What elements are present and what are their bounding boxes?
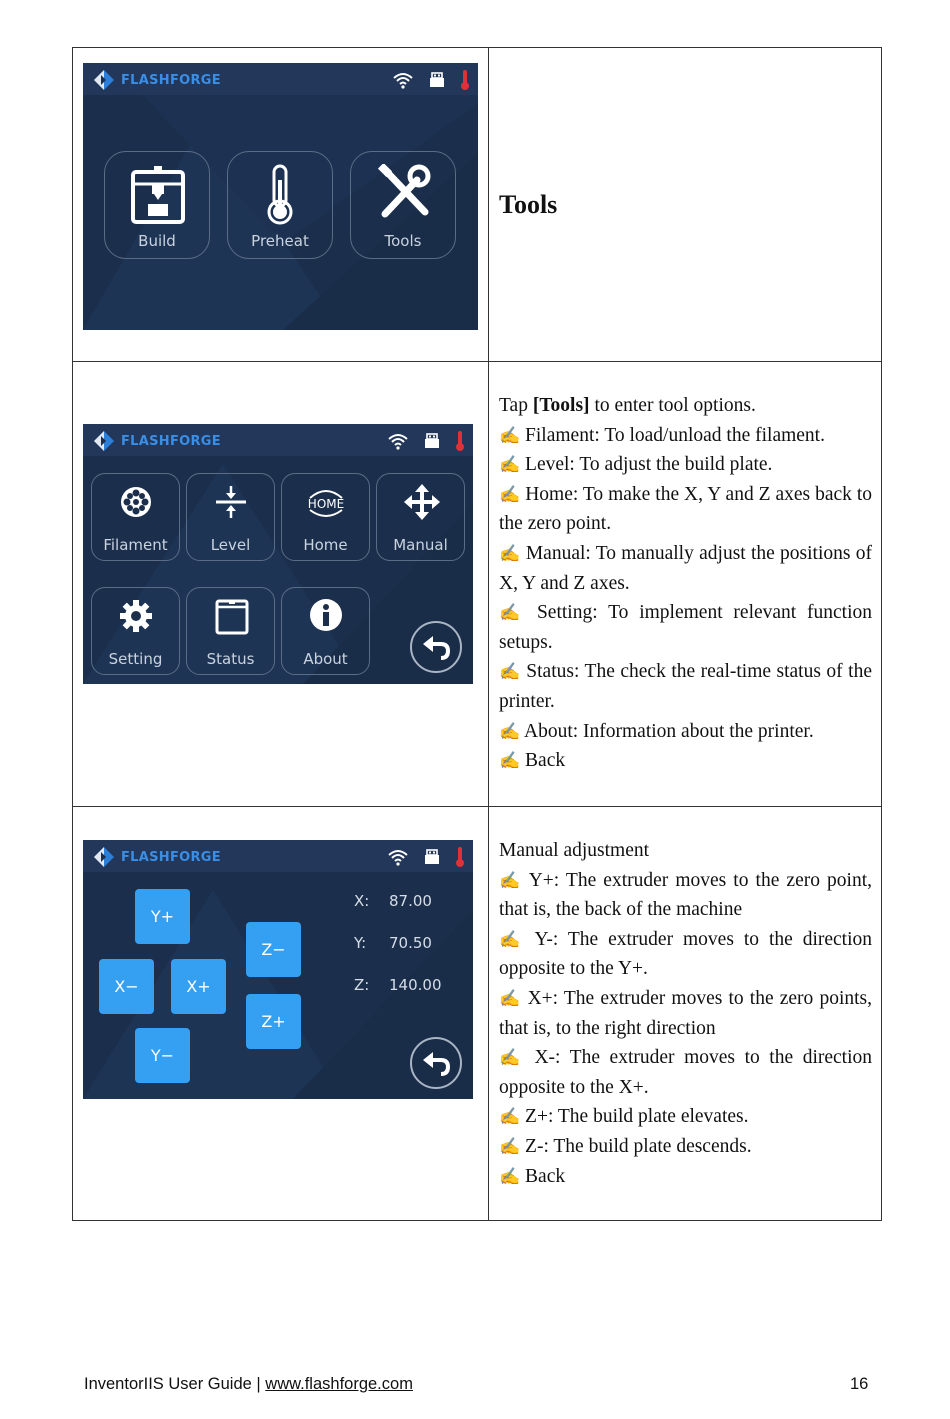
status-button[interactable] [186, 587, 275, 675]
bullet-text: Z+: The build plate elevates. [525, 1106, 749, 1128]
about-label: About [303, 650, 348, 668]
pen-bullet-icon: ✍ [499, 662, 521, 682]
bullet-text: Level: To adjust the build plate. [525, 454, 773, 476]
manual-screen [83, 840, 473, 1099]
manual-intro: Manual adjustment [499, 840, 650, 861]
temperature-icon [460, 69, 470, 91]
status-label: Status [206, 650, 255, 668]
preheat-button[interactable] [227, 151, 333, 259]
flashforge-logo-icon [93, 430, 115, 452]
page-footer [84, 1375, 413, 1394]
level-label: Level [210, 536, 251, 554]
setting-label: Setting [108, 650, 163, 668]
wifi-icon [387, 848, 409, 866]
page-number: 16 [850, 1375, 869, 1393]
column-divider [488, 47, 489, 1221]
pen-bullet-icon: ✍ [499, 484, 521, 504]
intro-text-end: to enter tool options. [589, 395, 756, 416]
level-button[interactable] [186, 473, 275, 561]
status-bar [83, 840, 473, 872]
brand-name: FLASHFORGE [121, 433, 221, 449]
footer-title: InventorIIS User Guide | [84, 1375, 266, 1393]
tools-button[interactable] [350, 151, 456, 259]
home-button[interactable] [281, 473, 370, 561]
status-icons [387, 846, 465, 868]
row-divider [72, 806, 882, 807]
bullet-text: X+: The extruder moves to the zero points, that is, to the right direction [499, 987, 872, 1039]
z-position-value: 140.00 [389, 976, 442, 994]
level-icon [214, 484, 248, 520]
website-link[interactable]: www.flashforge.com [265, 1375, 413, 1393]
flashforge-logo [93, 430, 221, 452]
temperature-icon [455, 430, 465, 452]
list-item [499, 717, 872, 747]
x-minus-button[interactable]: X− [99, 959, 154, 1014]
status-icons [387, 430, 465, 452]
home-label: Home [303, 536, 348, 554]
bullet-text: About: Information about the printer. [523, 720, 814, 742]
pen-bullet-icon: ✍ [499, 455, 521, 475]
build-label: Build [138, 232, 176, 250]
row-divider [72, 361, 882, 362]
list-item [499, 598, 872, 657]
info-icon [309, 598, 343, 632]
pen-bullet-icon: ✍ [499, 721, 521, 741]
section-heading: Tools [499, 190, 558, 219]
flashforge-logo [93, 846, 221, 868]
home-icon-text: HOME [307, 497, 345, 511]
printer-icon [130, 164, 186, 224]
usb-icon [428, 71, 446, 89]
z-minus-button[interactable]: Z− [246, 922, 301, 977]
status-icon [215, 599, 249, 635]
bullet-text: Back [525, 750, 566, 772]
pen-bullet-icon: ✍ [499, 603, 527, 623]
z-axis-label: Z: [354, 976, 370, 994]
usb-icon [423, 848, 441, 866]
list-item [499, 1132, 872, 1162]
list-item [499, 925, 872, 984]
list-item [499, 450, 872, 480]
about-button[interactable] [281, 587, 370, 675]
flashforge-logo [93, 69, 221, 91]
build-button[interactable] [104, 151, 210, 259]
back-button[interactable] [410, 1037, 462, 1089]
wifi-icon [392, 71, 414, 89]
x-position-value: 87.00 [389, 892, 432, 910]
bullet-text: Y-: The extruder moves to the direction opposite to the Y+. [499, 928, 873, 980]
pen-bullet-icon: ✍ [499, 1048, 525, 1068]
usb-icon [423, 432, 441, 450]
thermometer-icon [265, 164, 295, 226]
list-item [499, 984, 872, 1043]
filament-button[interactable] [91, 473, 180, 561]
filament-label: Filament [103, 536, 168, 554]
manual-label: Manual [393, 536, 448, 554]
tools-intro [499, 391, 872, 421]
list-item [499, 1043, 872, 1102]
main-menu-screen [83, 63, 478, 330]
brand-name: FLASHFORGE [121, 849, 221, 865]
pen-bullet-icon: ✍ [499, 1166, 521, 1186]
x-plus-button[interactable]: X+ [171, 959, 226, 1014]
wifi-icon [387, 432, 409, 450]
list-item [499, 421, 872, 451]
status-bar [83, 424, 473, 456]
intro-bold: [Tools] [532, 395, 590, 416]
back-button[interactable] [410, 621, 462, 673]
pen-bullet-icon: ✍ [499, 543, 521, 563]
manual-button[interactable] [376, 473, 465, 561]
back-arrow-icon [421, 1048, 451, 1078]
list-item [499, 1102, 872, 1132]
back-arrow-icon [421, 632, 451, 662]
manual-description [499, 836, 872, 1191]
bullet-text: Back [525, 1165, 566, 1187]
x-axis-label: X: [354, 892, 370, 910]
brand-name: FLASHFORGE [121, 72, 221, 88]
filament-icon [119, 485, 153, 519]
tools-description [499, 391, 872, 776]
intro-text: Tap [499, 395, 533, 416]
y-position-value: 70.50 [389, 934, 432, 952]
setting-button[interactable] [91, 587, 180, 675]
tools-screen [83, 424, 473, 684]
bullet-text: Y+: The extruder moves to the zero point, that is, the back of the machine [499, 869, 872, 921]
tools-icon [377, 164, 431, 220]
z-plus-button[interactable]: Z+ [246, 994, 301, 1049]
y-minus-button[interactable]: Y− [135, 1028, 190, 1083]
gear-icon [119, 599, 153, 633]
move-icon [404, 484, 440, 520]
bullet-text: X-: The extruder moves to the direction opposite to the X+. [499, 1047, 873, 1098]
home-icon [304, 486, 348, 520]
status-icons [392, 69, 470, 91]
pen-bullet-icon: ✍ [499, 425, 521, 445]
pen-bullet-icon: ✍ [499, 870, 523, 890]
list-item [499, 480, 872, 539]
bullet-text: Filament: To load/unload the filament. [525, 424, 825, 446]
list-item [499, 539, 872, 598]
pen-bullet-icon: ✍ [499, 1136, 521, 1156]
flashforge-logo-icon [93, 846, 115, 868]
tools-label: Tools [384, 232, 422, 250]
flashforge-logo-icon [93, 69, 115, 91]
list-item [499, 866, 872, 925]
y-plus-button[interactable]: Y+ [135, 889, 190, 944]
pen-bullet-icon: ✍ [499, 988, 522, 1008]
preheat-label: Preheat [251, 232, 309, 250]
bullet-text: Home: To make the X, Y and Z axes back to the zero point. [499, 483, 873, 535]
bullet-text: Status: The check the real-time status of the printer. [499, 661, 872, 712]
pen-bullet-icon: ✍ [499, 751, 521, 771]
list-item [499, 746, 872, 776]
pen-bullet-icon: ✍ [499, 929, 526, 949]
y-axis-label: Y: [354, 934, 367, 952]
status-bar [83, 63, 478, 95]
pen-bullet-icon: ✍ [499, 1107, 521, 1127]
bullet-text: Z-: The build plate descends. [525, 1135, 752, 1157]
bullet-text: Manual: To manually adjust the positions of X, Y and Z axes. [499, 542, 872, 594]
list-item [499, 1162, 872, 1192]
temperature-icon [455, 846, 465, 868]
list-item [499, 657, 872, 716]
bullet-text: Setting: To implement relevant function setups. [499, 602, 873, 653]
